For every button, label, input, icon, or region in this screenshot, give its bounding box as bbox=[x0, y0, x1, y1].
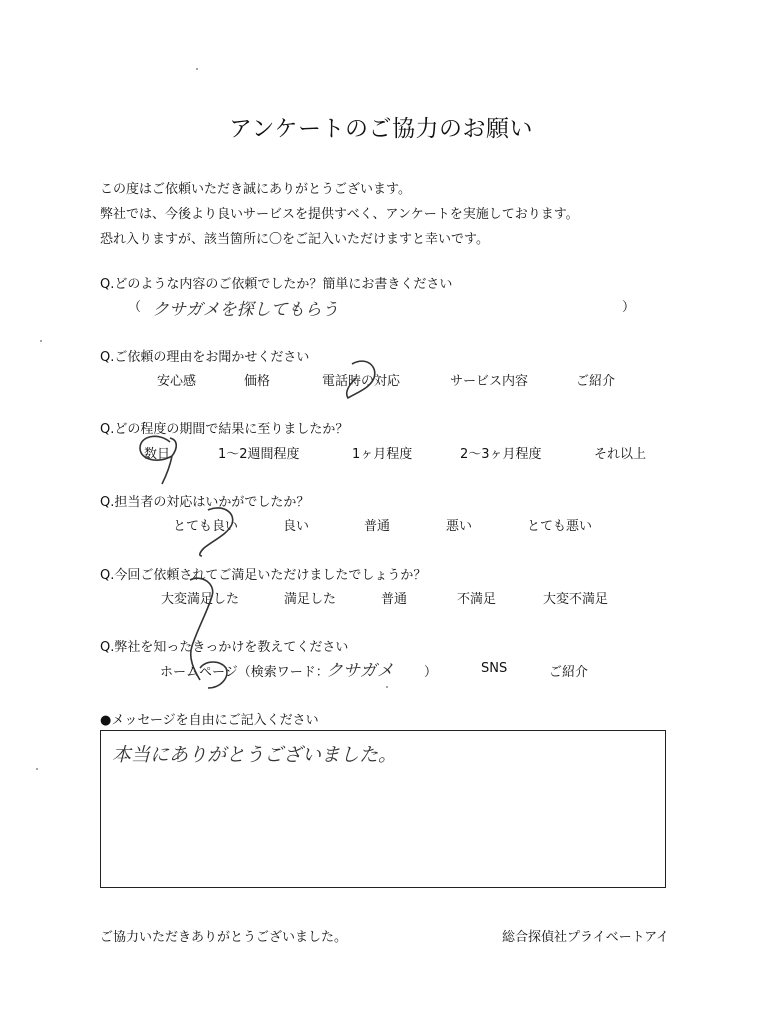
q6-option-referral[interactable]: ご紹介 bbox=[549, 665, 589, 680]
q5-option-normal[interactable]: 普通 bbox=[381, 592, 408, 607]
q2-option-referral[interactable]: ご紹介 bbox=[576, 374, 616, 389]
q4-option-very-good[interactable]: とても良い bbox=[173, 519, 239, 534]
q2-option-phone-response[interactable]: 電話時の対応 bbox=[322, 374, 401, 389]
footer-company: 総合探偵社プライベートアイ bbox=[502, 930, 670, 945]
q5-option-very-unsatisfied[interactable]: 大変不満足 bbox=[543, 592, 609, 607]
q1-question: Q.どのような内容のご依頼でしたか？簡単にお書きください bbox=[100, 277, 453, 292]
q3-question: Q.どの程度の期間で結果に至りましたか？ bbox=[100, 422, 349, 437]
q4-option-normal[interactable]: 普通 bbox=[364, 519, 391, 534]
q5-question: Q.今回ご依頼されてご満足いただけましたでしょうか？ bbox=[100, 568, 427, 583]
q5-option-unsatisfied[interactable]: 不満足 bbox=[457, 592, 497, 607]
q3-option-days[interactable]: 数日 bbox=[144, 447, 171, 462]
q2-option-anshinkan[interactable]: 安心感 bbox=[157, 374, 197, 389]
q6-question: Q.弊社を知ったきっかけを教えてください bbox=[100, 640, 349, 655]
q1-handwritten-answer[interactable]: クサガメを探してもらう bbox=[152, 300, 339, 320]
scan-speck bbox=[36, 768, 38, 770]
message-handwritten-text: 本当にありがとうございました。 bbox=[112, 744, 398, 766]
q3-option-2-3-months[interactable]: 2～3ヶ月程度 bbox=[460, 447, 542, 462]
q2-option-service-content[interactable]: サービス内容 bbox=[450, 374, 529, 389]
q2-question: Q.ご依頼の理由をお聞かせください bbox=[100, 350, 310, 365]
q1-open-paren: （ bbox=[128, 300, 142, 315]
q5-option-satisfied[interactable]: 満足した bbox=[284, 592, 337, 607]
footer-thanks: ご協力いただきありがとうございました。 bbox=[100, 930, 348, 945]
message-heading: ●メッセージを自由にご記入ください bbox=[100, 713, 319, 728]
scan-speck bbox=[386, 686, 388, 688]
q2-option-price[interactable]: 価格 bbox=[244, 374, 271, 389]
q6-option-homepage[interactable]: ホームページ（検索ワード： bbox=[160, 665, 329, 680]
q4-option-bad[interactable]: 悪い bbox=[446, 519, 473, 534]
intro-line-1: この度はご依頼いただき誠にありがとうございます。 bbox=[100, 182, 411, 197]
q6-handwritten-search-word[interactable]: クサガメ bbox=[326, 661, 394, 681]
intro-line-2: 弊社では、今後より良いサービスを提供すべく、アンケートを実施しております。 bbox=[100, 207, 579, 222]
q1-close-paren: ） bbox=[622, 300, 636, 315]
q6-close-paren: ） bbox=[424, 665, 438, 680]
scan-speck bbox=[196, 68, 198, 70]
q4-option-very-bad[interactable]: とても悪い bbox=[527, 519, 593, 534]
q3-option-1-2-weeks[interactable]: 1～2週間程度 bbox=[218, 447, 300, 462]
q3-option-more[interactable]: それ以上 bbox=[594, 447, 647, 462]
q5-option-very-satisfied[interactable]: 大変満足した bbox=[161, 592, 240, 607]
page-title: アンケートのご協力のお願い bbox=[228, 116, 534, 142]
q3-option-1-month[interactable]: 1ヶ月程度 bbox=[352, 447, 413, 462]
scan-speck bbox=[40, 340, 42, 342]
intro-line-3: 恐れ入りますが、該当箇所に〇をご記入いただけますと幸いです。 bbox=[100, 232, 489, 247]
q4-option-good[interactable]: 良い bbox=[283, 519, 310, 534]
q6-option-sns[interactable]: SNS bbox=[481, 661, 508, 676]
q4-question: Q.担当者の対応はいかがでしたか？ bbox=[100, 495, 310, 510]
